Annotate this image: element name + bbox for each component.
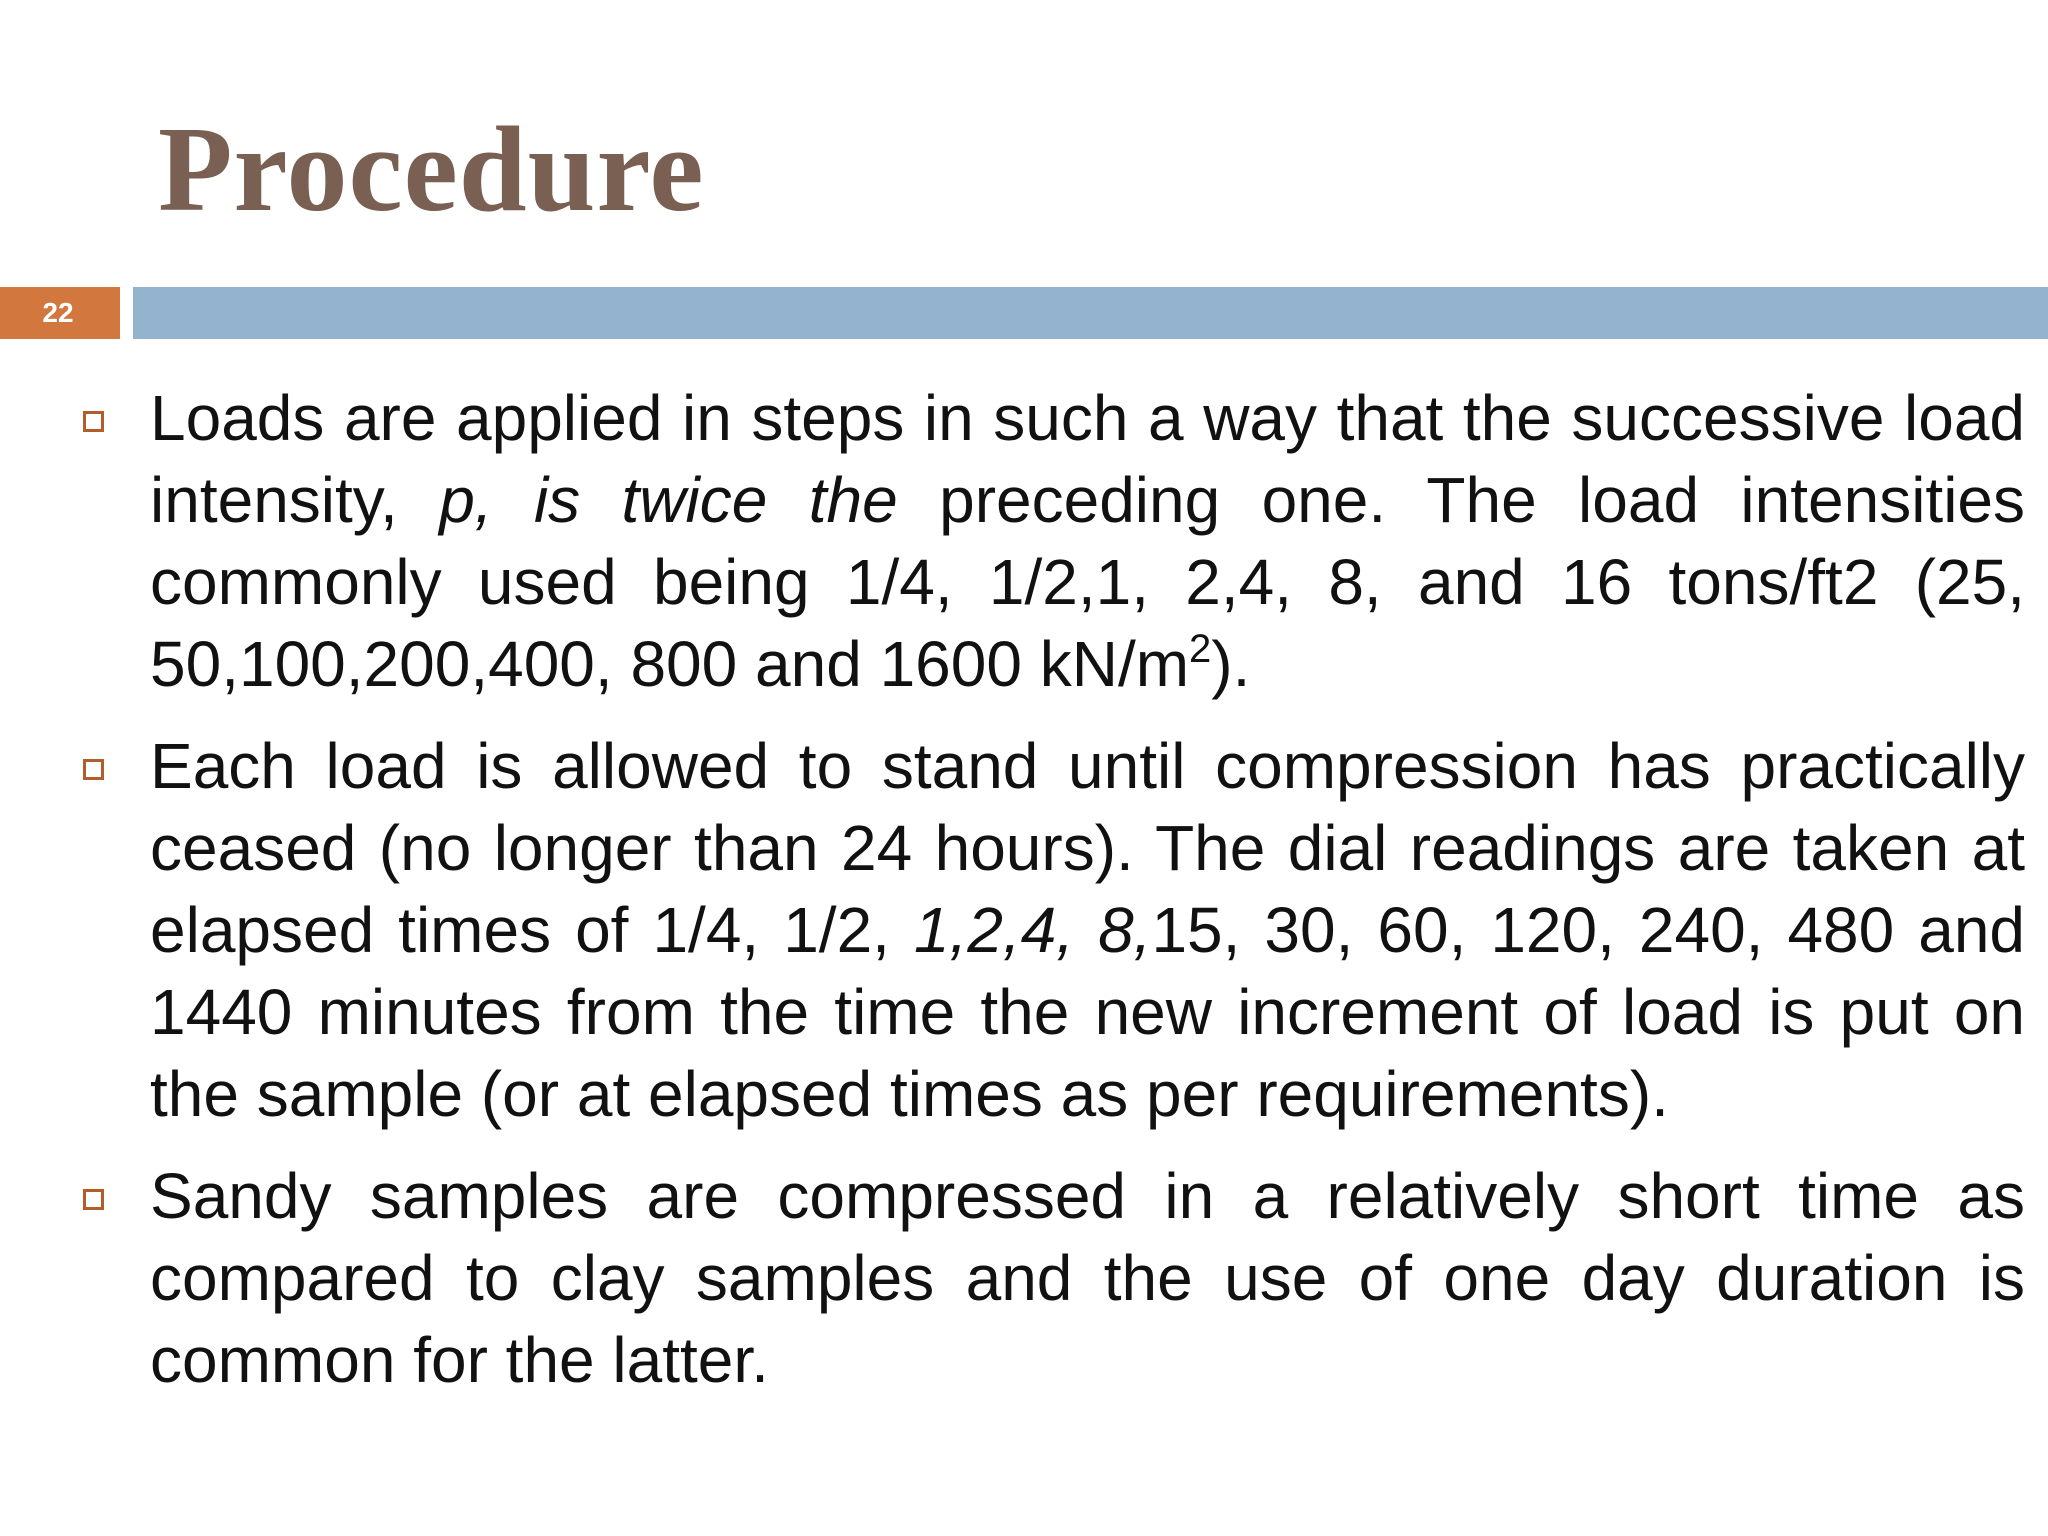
bullet-item-sandy-samples <box>150 1155 2025 1401</box>
bullet-text: Sandy samples are compressed in a relatively short time as compared to clay samples and the use of one day duration is common for the latter. <box>150 1160 2025 1396</box>
bullet-italic-segment: p, is twice the <box>439 464 898 536</box>
bullet-text-segment: Each load is allowed to stand until compression has practically ceased (no longer than 24 hours). The dial readings are taken at elapsed times of 1/4, 1/2, <box>150 730 2025 966</box>
bullet-text-segment: preceding one. The load intensities commonly used being 1/4, 1/2,1, 2,4, 8, and 16 tons/ft2 (25, 50,100,200,400, 800 and 1600 kN/m <box>150 464 2026 700</box>
superscript: 2 <box>1189 627 1212 671</box>
bullet-text <box>150 382 2025 700</box>
bullet-italic-segment: 1,2,4, 8, <box>913 894 1152 966</box>
bullet-list <box>150 377 2025 1421</box>
title-divider-bar <box>133 287 2048 339</box>
bullet-text-segment: ). <box>1211 628 1251 700</box>
slide-title: Procedure <box>158 102 705 237</box>
bullet-item-load-steps <box>150 377 2025 705</box>
square-bullet-icon <box>83 411 104 432</box>
bullet-text-segment: Loads are applied in steps in such a way that the successive load intensity, <box>150 382 2025 536</box>
bullet-text-segment: 15, 30, 60, 120, 240, 480 and 1440 minutes from the time the new increment of load is put on the sample (or at elapsed times as per requirements). <box>150 894 2026 1130</box>
square-bullet-icon <box>83 1189 104 1210</box>
slide-number-badge: 22 <box>0 287 120 339</box>
bullet-item-dial-readings <box>150 725 2025 1135</box>
square-bullet-icon <box>83 759 104 780</box>
bullet-text <box>150 730 2025 1130</box>
